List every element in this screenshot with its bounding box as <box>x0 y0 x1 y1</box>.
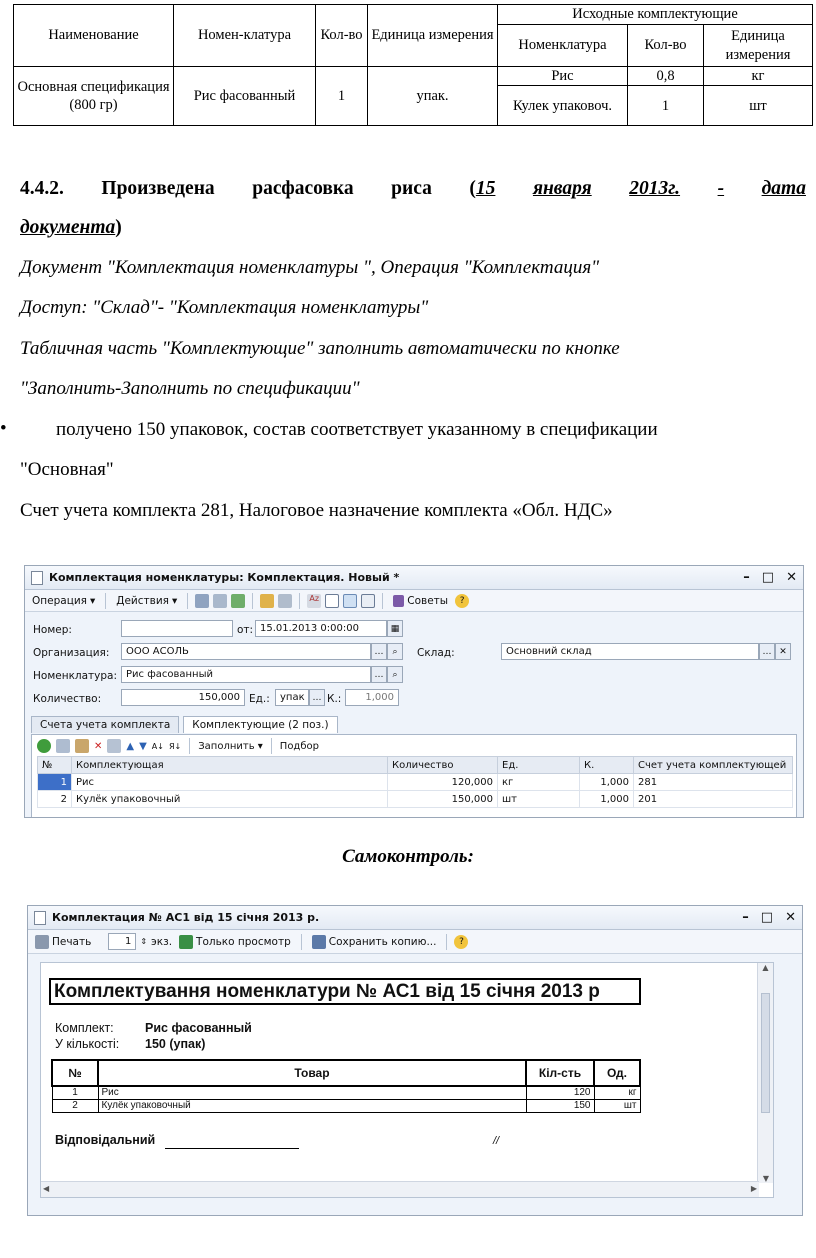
select-button[interactable]: … <box>309 689 325 706</box>
bullet-text-1: получено 150 упаковок, состав соответствует указанному в спецификации <box>56 419 658 440</box>
row-unit[interactable]: шт <box>498 791 580 808</box>
org-label: Организация: <box>33 647 110 659</box>
date-label: от: <box>237 624 254 636</box>
heading-doc-word: документа <box>20 217 116 238</box>
actions-menu[interactable]: Действия ▾ <box>116 594 178 607</box>
date-slashes: // <box>493 1135 500 1147</box>
row-qty[interactable]: 150,000 <box>388 791 498 808</box>
k-label: К.: <box>327 693 342 705</box>
heading-word: Произведена <box>101 178 215 199</box>
org-input[interactable]: ООО АСОЛЬ <box>121 643 371 660</box>
row-item[interactable]: Рис <box>72 774 388 791</box>
number-label: Номер: <box>33 624 72 636</box>
print-button[interactable]: Печать <box>32 934 94 950</box>
heading-word: расфасовка <box>252 178 354 199</box>
copies-spinner[interactable]: ⇕ <box>140 937 148 946</box>
heading-paren: ( <box>469 178 476 199</box>
document-icon <box>31 571 43 585</box>
warehouse-label: Склад: <box>417 647 455 659</box>
save-icon <box>312 935 326 949</box>
bullet-icon: • <box>0 418 7 439</box>
tabs-bar <box>31 716 338 733</box>
grid-header-k[interactable]: К. <box>580 757 634 774</box>
report-title: Комплектування номенклатури № АС1 від 15 січня 2013 р <box>49 978 641 1005</box>
close-icon[interactable]: ✕ <box>785 910 796 925</box>
table-row <box>52 1099 640 1112</box>
copies-unit-label: экз. <box>151 935 173 948</box>
fill-menu[interactable]: Заполнить ▾ <box>198 740 263 752</box>
col-qty-header: Кол-во <box>316 5 368 67</box>
date-input[interactable]: 15.01.2013 0:00:00 <box>255 620 387 637</box>
row-account[interactable]: 201 <box>634 791 793 808</box>
responsible-label: Відповідальний <box>55 1133 156 1147</box>
row-k[interactable]: 1,000 <box>580 774 634 791</box>
tab-accounts[interactable]: Счета учета комплекта <box>31 716 179 733</box>
unit-input[interactable]: упак <box>275 689 309 706</box>
kit-value: Рис фасованный <box>145 1021 252 1035</box>
col-name-header: Наименование <box>14 5 174 67</box>
move-up-icon[interactable]: ▲ <box>126 740 135 752</box>
section-heading <box>20 177 806 201</box>
nomenclature-label: Номенклатура: <box>33 670 118 682</box>
component-name-cell: Рис <box>498 67 628 86</box>
src-qty-header: Кол-во <box>628 25 704 67</box>
report-sheet <box>40 962 774 1198</box>
spec-qty-cell: 1 <box>316 67 368 126</box>
table-row <box>52 1086 640 1099</box>
row-k[interactable]: 1,000 <box>580 791 634 808</box>
sort-asc-icon[interactable]: A↓ <box>151 741 164 751</box>
row-qty[interactable]: 120,000 <box>388 774 498 791</box>
scroll-down-icon[interactable]: ▼ <box>762 1174 770 1183</box>
select-button[interactable]: … <box>759 643 775 660</box>
heading-dash: - <box>717 178 725 199</box>
help-icon[interactable]: ? <box>455 594 469 608</box>
heading-date-word: дата <box>761 178 806 199</box>
row-item: Кулёк упаковочный <box>98 1099 526 1112</box>
copy-row-icon[interactable] <box>56 739 70 753</box>
section-heading-cont <box>20 216 806 240</box>
select-button[interactable]: … <box>371 643 387 660</box>
select-items-button[interactable]: Подбор <box>279 740 319 752</box>
window-title: Комплектация № АС1 від 15 січня 2013 р. <box>52 911 320 924</box>
report-toolbar <box>28 930 802 954</box>
window-titlebar <box>25 566 803 590</box>
copies-input[interactable]: 1 <box>108 933 136 950</box>
src-nomenclature-header: Номенклатура <box>498 25 628 67</box>
grid-header-qty[interactable]: Количество <box>388 757 498 774</box>
component-qty-cell: 1 <box>628 86 704 126</box>
component-unit-cell: кг <box>704 67 813 86</box>
scroll-thumb[interactable] <box>761 993 770 1113</box>
vertical-scrollbar[interactable] <box>757 963 773 1183</box>
end-edit-icon[interactable] <box>107 739 121 753</box>
calendar-icon[interactable]: ▦ <box>387 620 403 637</box>
structure-icon[interactable] <box>325 594 339 608</box>
hierarchy-icon[interactable] <box>343 594 357 608</box>
row-account[interactable]: 281 <box>634 774 793 791</box>
instruction-line-1: Документ "Комплектация номенклатуры ", Операция "Комплектация" <box>20 257 600 278</box>
unit-label: Ед.: <box>249 693 270 705</box>
edit-icon[interactable] <box>75 739 89 753</box>
source-components-header: Исходные комплектующие <box>498 5 813 25</box>
readonly-toggle[interactable]: Только просмотр <box>176 934 294 950</box>
add-icon[interactable] <box>37 739 51 753</box>
save-icon[interactable] <box>195 594 209 608</box>
delete-icon[interactable]: ✕ <box>94 740 103 752</box>
instruction-line-2: Доступ: "Склад"- "Комплектация номенклатуры" <box>20 297 429 318</box>
col-nomenclature-header: Номен-клатура <box>174 5 316 67</box>
quantity-label: Количество: <box>33 693 102 705</box>
window-titlebar <box>28 906 802 930</box>
sort-icon[interactable]: Az <box>307 594 321 608</box>
minimize-icon[interactable]: – <box>742 910 749 925</box>
spec-nomenclature-cell: Рис фасованный <box>174 67 316 126</box>
report-header-qty: Кіл-сть <box>526 1060 594 1086</box>
heading-date-year: 2013г. <box>629 178 681 199</box>
window-title: Комплектация номенклатуры: Комплектация. Новый * <box>49 571 400 584</box>
printer-icon <box>35 935 49 949</box>
report-header-item: Товар <box>98 1060 526 1086</box>
readonly-icon <box>179 935 193 949</box>
col-unit-header: Единица измерения <box>368 5 498 67</box>
k-input: 1,000 <box>345 689 399 706</box>
account-line: Счет учета комплекта 281, Налоговое назначение комплекта «Обл. НДС» <box>20 500 613 521</box>
kit-label: Комплект: <box>55 1021 114 1035</box>
row-number: 1 <box>52 1086 98 1099</box>
spec-unit-cell: упак. <box>368 67 498 126</box>
grid-header-item[interactable]: Комплектующая <box>72 757 388 774</box>
number-input[interactable] <box>121 620 233 637</box>
report-header-n: № <box>52 1060 98 1086</box>
instruction-line-4: "Заполнить-Заполнить по спецификации" <box>20 378 360 399</box>
heading-paren: ) <box>115 217 122 238</box>
specification-table <box>13 4 813 126</box>
row-qty: 120 <box>526 1086 594 1099</box>
scroll-up-icon[interactable]: ▲ <box>762 963 769 972</box>
grid-header-unit[interactable]: Ед. <box>498 757 580 774</box>
section-number: 4.4.2. <box>20 178 64 199</box>
report-window <box>27 905 803 1216</box>
help-icon[interactable]: ? <box>454 935 468 949</box>
scroll-left-icon[interactable]: ◀ <box>43 1184 50 1193</box>
component-name-cell: Кулек упаковоч. <box>498 86 628 126</box>
amount-label: У кількості: <box>55 1037 120 1051</box>
move-down-icon[interactable]: ▼ <box>139 740 147 752</box>
sort-desc-icon[interactable]: Я↓ <box>168 741 182 751</box>
row-number: 1 <box>38 774 72 791</box>
horizontal-scrollbar[interactable] <box>41 1181 759 1197</box>
clear-icon[interactable]: ✕ <box>775 643 791 660</box>
scroll-right-icon[interactable]: ▶ <box>750 1184 757 1193</box>
row-unit[interactable]: кг <box>498 774 580 791</box>
maximize-icon[interactable]: □ <box>761 570 775 585</box>
select-button[interactable]: … <box>371 666 387 683</box>
document-icon <box>34 911 46 925</box>
minimize-icon[interactable]: – <box>743 570 750 585</box>
operation-menu[interactable]: Операция ▾ <box>32 594 96 607</box>
tips-button[interactable]: Советы <box>390 594 451 608</box>
kit-document-window <box>24 565 804 818</box>
report-table <box>51 1059 641 1113</box>
components-grid <box>37 756 793 808</box>
list-icon[interactable] <box>361 594 375 608</box>
component-unit-cell: шт <box>704 86 813 126</box>
self-control-heading: Самоконтроль: <box>342 846 474 867</box>
refresh-icon[interactable] <box>231 594 245 608</box>
maximize-icon[interactable]: □ <box>760 910 774 925</box>
report-header-unit: Од. <box>594 1060 640 1086</box>
row-unit: кг <box>594 1086 640 1099</box>
spec-name-cell: Основная спецификация (800 гр) <box>14 67 174 126</box>
copy-icon[interactable] <box>213 594 227 608</box>
table-row[interactable] <box>38 774 793 791</box>
component-qty-cell: 0,8 <box>628 67 704 86</box>
row-unit: шт <box>594 1099 640 1112</box>
warehouse-input[interactable]: Основний склад <box>501 643 759 660</box>
grid-header-account[interactable]: Счет учета комплектующей <box>634 757 793 774</box>
instruction-line-3: Табличная часть "Комплектующие" заполнить автоматически по кнопке <box>20 338 620 359</box>
grid-header-n[interactable]: № <box>38 757 72 774</box>
src-unit-header: Единица измерения <box>704 25 813 67</box>
row-number: 2 <box>38 791 72 808</box>
close-icon[interactable]: ✕ <box>786 570 797 585</box>
row-item[interactable]: Кулёк упаковочный <box>72 791 388 808</box>
heading-word: риса <box>391 178 432 199</box>
grid-toolbar <box>37 738 319 754</box>
tab-components[interactable]: Комплектующие (2 поз.) <box>183 716 337 733</box>
row-qty: 150 <box>526 1099 594 1112</box>
signature-line <box>165 1148 299 1149</box>
heading-date-day: 15 <box>475 178 496 199</box>
nomenclature-input[interactable]: Рис фасованный <box>121 666 371 683</box>
row-number: 2 <box>52 1099 98 1112</box>
heading-date-month: января <box>532 178 592 199</box>
report-details <box>55 1020 252 1052</box>
main-toolbar <box>25 590 803 612</box>
quantity-input[interactable]: 150,000 <box>121 689 245 706</box>
movements-icon[interactable] <box>278 594 292 608</box>
search-icon[interactable]: ⌕ <box>387 643 403 660</box>
save-copy-button[interactable]: Сохранить копию... <box>309 934 440 950</box>
post-icon[interactable] <box>260 594 274 608</box>
search-icon[interactable]: ⌕ <box>387 666 403 683</box>
table-row[interactable] <box>38 791 793 808</box>
row-item: Рис <box>98 1086 526 1099</box>
tips-icon <box>393 595 404 607</box>
bullet-text-2: "Основная" <box>20 459 114 480</box>
amount-value: 150 (упак) <box>145 1037 206 1051</box>
